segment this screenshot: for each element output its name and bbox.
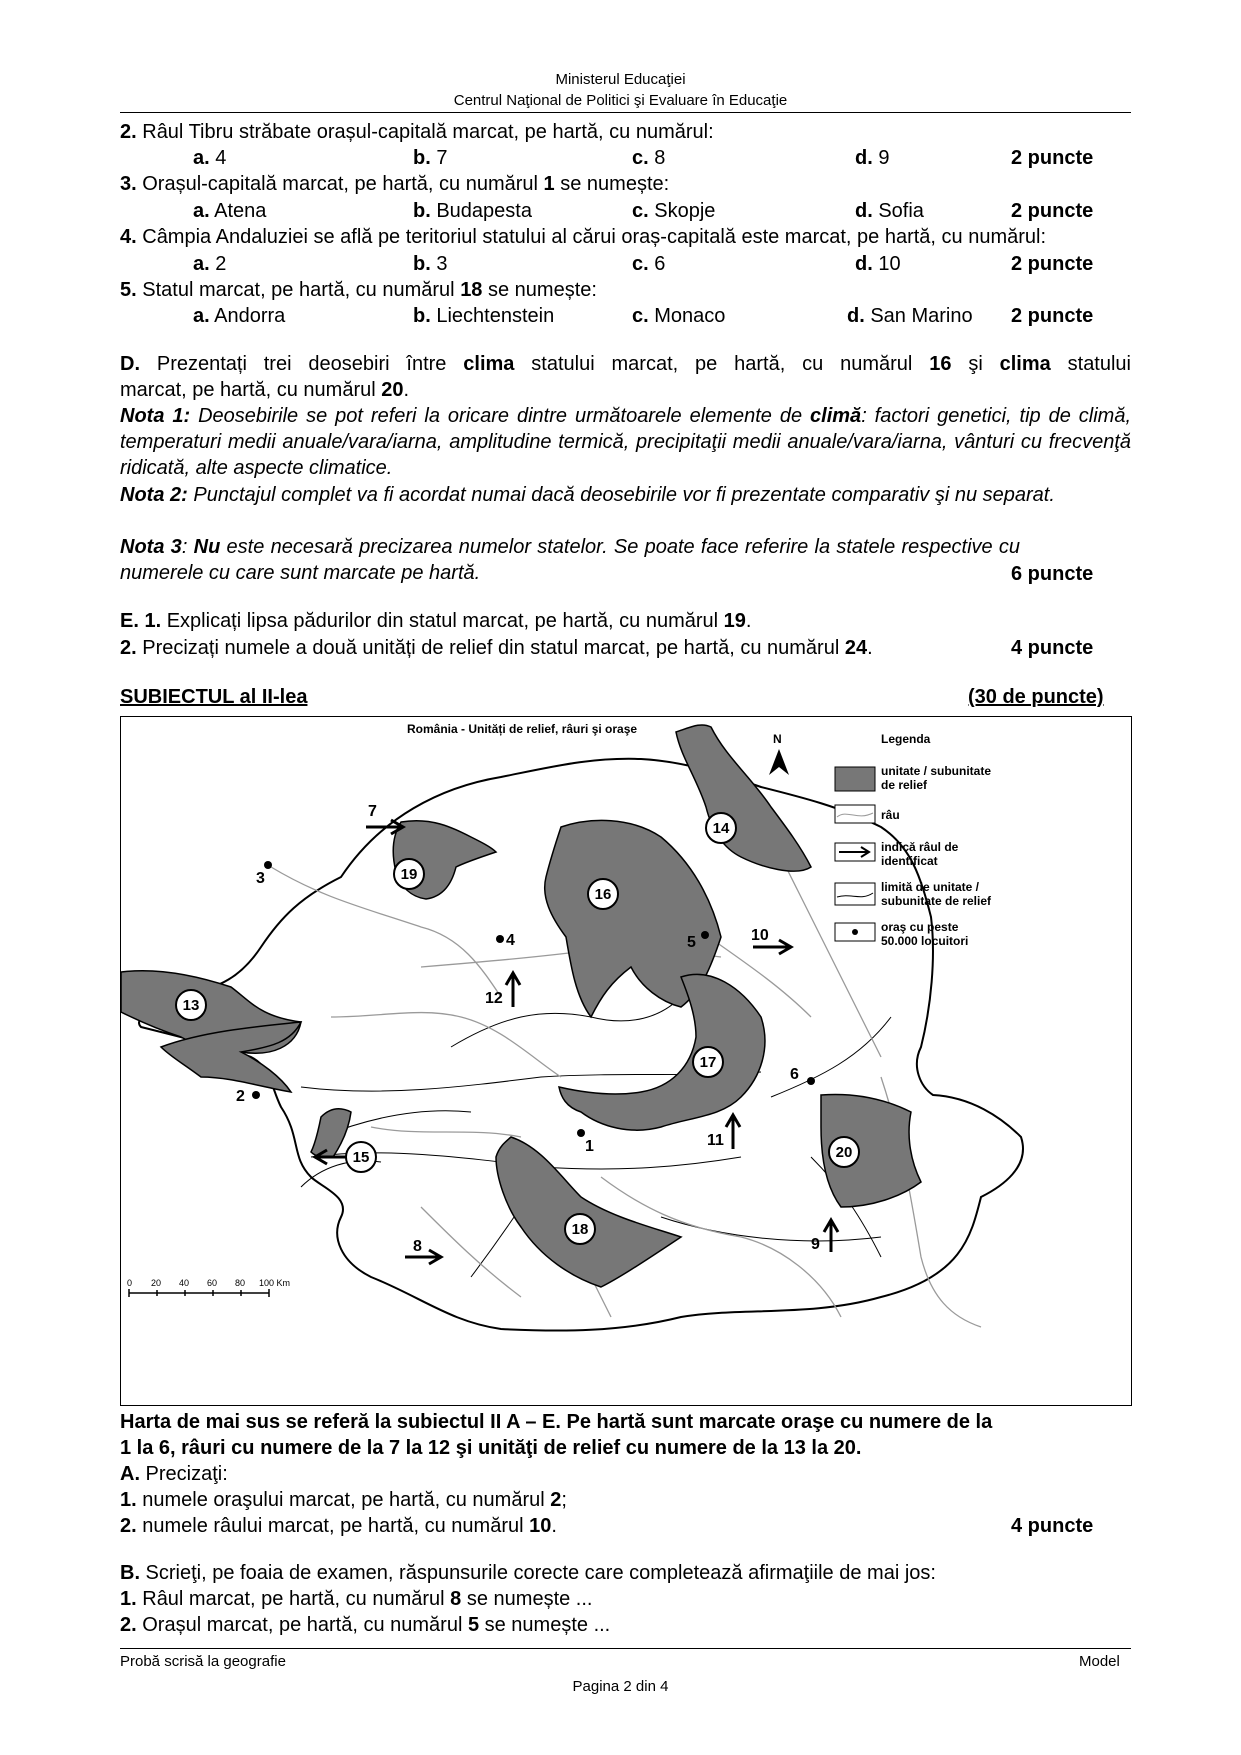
- a-item1: 1. numele oraşului marcat, pe hartă, cu numărul 2;: [120, 1489, 567, 1511]
- svg-text:0: 0: [127, 1278, 133, 1288]
- svg-text:18: 18: [571, 1221, 589, 1238]
- d-nota3: Nota 3: Nu este necesară precizarea numelor statelor. Se poate face referire la statele respective cu numerele cu care sunt marcate pe hartă.: [120, 536, 1021, 584]
- e-item2: 2. Precizați numele a două unități de relief din statul marcat, pe hartă, cu numărul 24.: [120, 637, 873, 659]
- q3-option-a: a. Atena: [193, 200, 267, 222]
- svg-text:4: 4: [506, 932, 515, 949]
- d-line2: marcat, pe hartă, cu numărul 20.: [120, 379, 410, 401]
- svg-text:unitate / subunitate: unitate / subunitate: [881, 764, 992, 778]
- river-11-label: 11: [707, 1132, 724, 1149]
- svg-text:17: 17: [699, 1054, 717, 1071]
- svg-text:40: 40: [179, 1278, 190, 1288]
- a-points: 4 puncte: [1011, 1515, 1094, 1537]
- map-title: România - Unități de relief, râuri şi oraşe: [407, 722, 638, 736]
- svg-text:6: 6: [790, 1066, 799, 1083]
- q5-option-c: c. Monaco: [632, 305, 726, 327]
- svg-text:50.000 locuitori: 50.000 locuitori: [881, 934, 969, 948]
- q2-option-b: b. 7: [413, 147, 448, 169]
- svg-text:1: 1: [585, 1138, 594, 1155]
- romania-map: [120, 716, 1132, 1406]
- svg-text:13: 13: [182, 997, 200, 1014]
- relief-18-label: [565, 1214, 595, 1244]
- river-8-label: 8: [413, 1238, 422, 1255]
- svg-text:indică râul de: indică râul de: [881, 840, 959, 854]
- svg-text:identificat: identificat: [881, 854, 938, 868]
- b-title: B. Scrieţi, pe foaia de examen, răspunsurile corecte care completează afirmaţiile de mai jos:: [120, 1562, 936, 1584]
- relief-13-label: [176, 990, 206, 1020]
- map-intro-1: Harta de mai sus se referă la subiectul II A – E. Pe hartă sunt marcate oraşe cu numere de la: [120, 1411, 993, 1433]
- footer-left: Probă scrisă la geografie: [120, 1653, 286, 1670]
- north-label: N: [773, 732, 782, 746]
- svg-text:14: 14: [712, 820, 730, 837]
- svg-text:râu: râu: [881, 808, 900, 822]
- q2-option-d: d. 9: [855, 147, 890, 169]
- b-item2: 2. Orașul marcat, pe hartă, cu numărul 5 se numește ...: [120, 1614, 611, 1636]
- legend-relief-swatch: [835, 767, 875, 791]
- svg-text:60: 60: [207, 1278, 218, 1288]
- svg-text:5: 5: [687, 934, 696, 951]
- river-9-label: 9: [811, 1236, 820, 1253]
- relief-19-label: [394, 859, 424, 889]
- river-10-label: 10: [751, 927, 769, 944]
- q2-points: 2 puncte: [1011, 147, 1094, 169]
- b-item1: 1. Râul marcat, pe hartă, cu numărul 8 se numește ...: [120, 1588, 593, 1610]
- d-points: 6 puncte: [1011, 563, 1094, 585]
- legend-river-swatch: [835, 805, 875, 823]
- q2-option-c: c. 8: [632, 147, 666, 169]
- city-2: [236, 1088, 260, 1105]
- question-2: 2. Râul Tibru străbate orașul-capitală marcat, pe hartă, cu numărul:: [120, 121, 714, 143]
- subject-2-points: (30 de puncte): [968, 686, 1104, 708]
- svg-text:de relief: de relief: [881, 778, 928, 792]
- q4-option-c: c. 6: [632, 253, 666, 275]
- legend-title: Legenda: [881, 732, 931, 746]
- q4-option-b: b. 3: [413, 253, 448, 275]
- q4-points: 2 puncte: [1011, 253, 1094, 275]
- svg-text:20: 20: [835, 1144, 853, 1161]
- svg-text:3: 3: [256, 870, 265, 887]
- relief-16-label: [588, 879, 618, 909]
- header-center: Centrul Naţional de Politici şi Evaluare în Educaţie: [453, 92, 788, 109]
- footer-right: Model: [1079, 1653, 1120, 1670]
- q5-option-b: b. Liechtenstein: [413, 305, 555, 327]
- d-line1: D. Prezentați trei deosebiri între clima statului marcat, pe hartă, cu numărul 16 şi clima statului: [120, 353, 1132, 375]
- d-nota1: Nota 1: Deosebirile se pot referi la oricare dintre următoarele elemente de climă: factori genetici, tip de climă, temperaturi medii anuale/vara/iarna, amplitudine termică, precipitaţii medii anuale/vara/iarna, vânturi cu frecvenţă ridicată, alte aspecte climatice.: [120, 405, 1131, 479]
- svg-text:20: 20: [151, 1278, 162, 1288]
- e-points: 4 puncte: [1011, 637, 1094, 659]
- header-ministry: Ministerul Educaţiei: [555, 71, 686, 88]
- q2-option-a: a. 4: [193, 147, 227, 169]
- svg-text:100 Km: 100 Km: [259, 1278, 291, 1288]
- q4-option-d: d. 10: [855, 253, 901, 275]
- map-intro-2: 1 la 6, râuri cu numere de la 7 la 12 şi unităţi de relief cu numere de la 13 la 20.: [120, 1437, 862, 1459]
- svg-text:oraş cu peste: oraş cu peste: [881, 920, 959, 934]
- q3-points: 2 puncte: [1011, 200, 1094, 222]
- question-4: 4. Câmpia Andaluziei se află pe teritoriul statului al cărui oraș-capitală este marcat, pe hartă, cu numărul:: [120, 226, 1047, 248]
- q5-points: 2 puncte: [1011, 305, 1094, 327]
- relief-14-label: [706, 813, 736, 843]
- relief-17-label: [693, 1047, 723, 1077]
- svg-text:subunitate de relief: subunitate de relief: [881, 894, 992, 908]
- footer-divider: [120, 1648, 1131, 1649]
- svg-text:80: 80: [235, 1278, 246, 1288]
- svg-text:limită de unitate /: limită de unitate /: [881, 880, 980, 894]
- d-nota2: Nota 2: Punctajul complet va fi acordat numai dacă deosebirile vor fi prezentate comparativ şi nu separat.: [120, 484, 1055, 506]
- a-item2: 2. numele râului marcat, pe hartă, cu numărul 10.: [120, 1515, 557, 1537]
- question-5: 5. Statul marcat, pe hartă, cu numărul 18 se numește:: [120, 279, 597, 301]
- q3-option-d: d. Sofia: [855, 200, 924, 222]
- e-item1: E. 1. Explicați lipsa pădurilor din statul marcat, pe hartă, cu numărul 19.: [120, 610, 752, 632]
- scale-bar: [127, 1278, 290, 1297]
- svg-text:2: 2: [236, 1088, 245, 1105]
- question-3: 3. Orașul-capitală marcat, pe hartă, cu numărul 1 se numește:: [120, 173, 670, 195]
- q3-option-b: b. Budapesta: [413, 200, 532, 222]
- a-title: A. Precizaţi:: [120, 1463, 228, 1485]
- river-7-label: 7: [368, 803, 377, 820]
- subject-2-title: SUBIECTUL al II-lea: [120, 686, 308, 708]
- footer-page: Pagina 2 din 4: [572, 1678, 669, 1695]
- q5-option-d: d. San Marino: [847, 305, 973, 327]
- svg-text:16: 16: [594, 886, 612, 903]
- svg-text:19: 19: [400, 866, 418, 883]
- legend-limit-swatch: [835, 883, 875, 905]
- river-12-label: 12: [485, 990, 503, 1007]
- q4-option-a: a. 2: [193, 253, 227, 275]
- q5-option-a: a. Andorra: [193, 305, 286, 327]
- relief-15-label: [346, 1142, 376, 1172]
- header-divider: [120, 112, 1131, 113]
- city-3: [256, 861, 272, 887]
- relief-20-label: [829, 1137, 859, 1167]
- north-arrow: [769, 732, 789, 775]
- svg-text:15: 15: [352, 1149, 370, 1166]
- q3-option-c: c. Skopje: [632, 200, 716, 222]
